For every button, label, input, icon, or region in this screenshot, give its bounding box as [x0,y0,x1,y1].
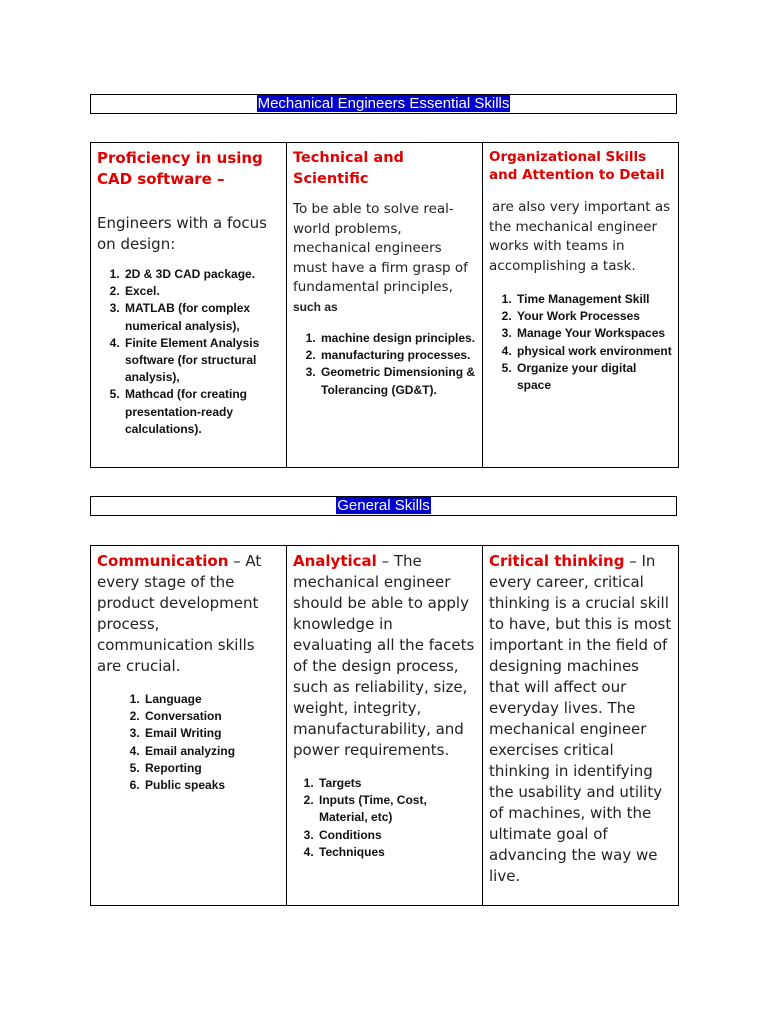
cell-analytical [287,546,483,906]
list-item: 1. machine design principles. [319,330,476,347]
list-item: 4. Finite Element Analysis software (for structural analysis), [123,335,280,387]
cell-text-suffix: such as [293,299,338,314]
list-item: 4. Email analyzing [143,743,280,760]
analytical-list [293,775,476,861]
cell-heading: Analytical [293,552,377,570]
list-item: 1. 2D & 3D CAD package. [123,266,280,283]
banner-title: Mechanical Engineers Essential Skills [257,95,510,112]
cell-text-main: – The mechanical engineer should be able to apply knowledge in evaluating all the facets of the design process, such as reliability, size, weight, integrity, manufacturability, and power requirements. [293,552,475,759]
cell-text-main: – At every stage of the product development process, communication skills are crucial. [97,552,262,675]
list-item: 3. Conditions [317,827,476,844]
list-item: 3. Email Writing [143,725,280,742]
cell-communication [91,546,287,906]
cell-text: are also very important as the mechanical engineer works with teams in accomplishing a task. [489,199,671,274]
general-skills-table [90,545,679,906]
communication-list [97,691,280,794]
section-banner-essential-skills [90,94,677,114]
cad-software-list [97,266,280,438]
list-item: 5. Reporting [143,760,280,777]
cell-heading: Organizational Skills and Attention to Detail [489,149,665,183]
list-item: 1. Language [143,691,280,708]
cell-heading: Technical and Scientific [293,150,404,187]
list-item: 3. Manage Your Workspaces [515,325,672,342]
cell-heading: Critical thinking [489,552,625,570]
list-item: 4. Techniques [317,844,476,861]
cell-text [293,551,476,761]
list-item: 5. Organize your digital space [515,360,672,394]
banner-title: General Skills [337,497,430,514]
list-item: 2. Your Work Processes [515,308,672,325]
organization-list [489,291,672,394]
list-item: 2. Conversation [143,708,280,725]
section-banner-general-skills [90,496,677,516]
cell-text [97,551,280,677]
principles-list [293,330,476,399]
cell-text [293,200,476,317]
list-item: 2. Inputs (Time, Cost, Material, etc) [317,792,476,826]
cell-technical-scientific [287,143,483,468]
cell-text-main: – In every career, critical thinking is a crucial skill to have, but this is most important in the field of designing machines that will affect our everyday lives. The mechanical engineer exercises critical thinking in identifying the usability and utility of machines, with the ultimate goal of advancing the way we live. [489,552,672,885]
list-item: 5. Mathcad (for creating presentation-ready calculations). [123,386,280,438]
cell-critical-thinking [483,546,679,906]
list-item: 6. Public speaks [143,777,280,794]
cell-organizational-skills [483,143,679,468]
cell-cad-proficiency [91,143,287,468]
list-item: 1. Time Management Skill [515,291,672,308]
cell-text: Engineers with a focus on design: [97,214,267,253]
list-item: 4. physical work environment [515,343,672,360]
list-item: 3. MATLAB (for complex numerical analysis), [123,300,280,334]
cell-text-main: To be able to solve real-world problems, mechanical engineers must have a firm grasp of fundamental principles, [293,201,468,295]
list-item: 2. Excel. [123,283,280,300]
essential-skills-table [90,142,679,468]
cell-heading: Communication [97,552,229,570]
cell-text [489,551,672,887]
list-item: 2. manufacturing processes. [319,347,476,364]
list-item: 1. Targets [317,775,476,792]
list-item: 3. Geometric Dimensioning & Tolerancing (GD&T). [319,364,476,398]
cell-heading: Proficiency in using CAD software – [97,149,263,188]
